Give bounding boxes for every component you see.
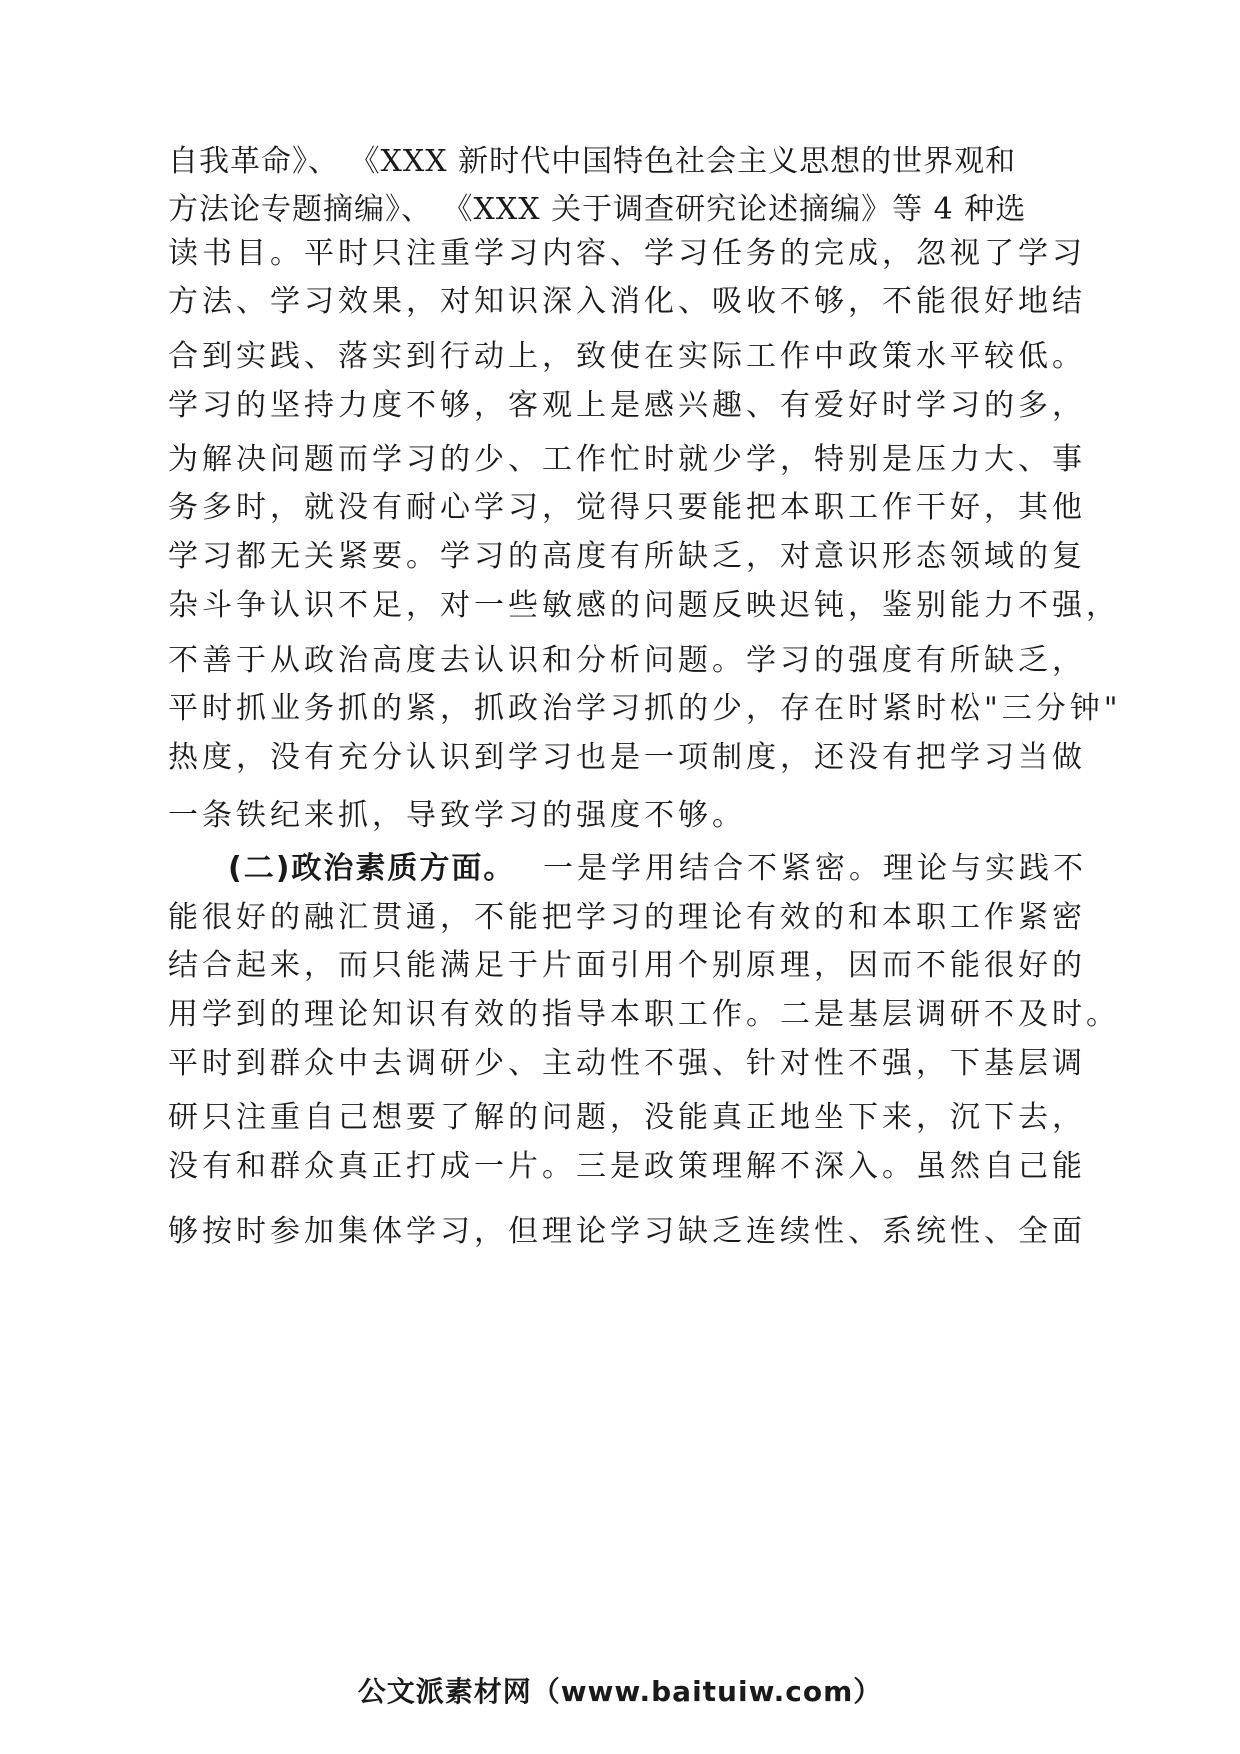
paragraph-line: 热度，没有充分认识到学习也是一项制度，还没有把学习当做 — [168, 740, 1086, 775]
paragraph-line: 平时到群众中去调研少、主动性不强、针对性不强，下基层调 — [168, 1046, 1086, 1081]
paragraph-line: 自我革命》、 《XXX 新时代中国特色社会主义思想的世界观和 — [168, 144, 1017, 179]
section-heading: (二)政治素质方面。 — [228, 851, 516, 886]
paragraph-line: 不善于从政治高度去认识和分析问题。学习的强度有所缺乏， — [168, 643, 1086, 678]
paragraph-line: 用学到的理论知识有效的指导本职工作。二是基层调研不及时。 — [168, 997, 1120, 1032]
paragraph-line: 务多时，就没有耐心学习，觉得只要能把本职工作干好，其他 — [168, 490, 1086, 525]
paragraph-line: 没有和群众真正打成一片。三是政策理解不深入。虽然自己能 — [168, 1149, 1086, 1184]
paragraph-line: 能很好的融汇贯通，不能把学习的理论有效的和本职工作紧密 — [168, 900, 1086, 935]
paragraph-line: 读书目。平时只注重学习内容、学习任务的完成，忽视了学习 — [168, 236, 1086, 271]
paragraph-line: 方法、学习效果，对知识深入消化、吸收不够，不能很好地结 — [168, 284, 1086, 319]
paragraph-line: 一条铁纪来抓，导致学习的强度不够。 — [168, 798, 746, 833]
section-first-line — [228, 849, 1087, 889]
paragraph-line: 合到实践、落实到行动上，致使在实际工作中政策水平较低。 — [168, 339, 1086, 374]
paragraph-line: 平时抓业务抓的紧，抓政治学习抓的少，存在时紧时松"三分钟" — [168, 691, 1122, 726]
paragraph-line: 够按时参加集体学习，但理论学习缺乏连续性、系统性、全面 — [168, 1214, 1086, 1249]
footer-watermark: 公文派素材网（www.baituiw.com） — [357, 1675, 883, 1708]
section-first-line-text: 一是学用结合不紧密。理论与实践不 — [542, 851, 1087, 886]
paragraph-line: 方法论专题摘编》、 《XXX 关于调查研究论述摘编》等 4 种选 — [168, 192, 1027, 227]
paragraph-line: 学习的坚持力度不够，客观上是感兴趣、有爱好时学习的多， — [168, 388, 1086, 423]
paragraph-line: 杂斗争认识不足，对一些敏感的问题反映迟钝，鉴别能力不强， — [168, 588, 1120, 623]
paragraph-line: 结合起来，而只能满足于片面引用个别原理，因而不能很好的 — [168, 948, 1086, 983]
paragraph-line: 为解决问题而学习的少、工作忙时就少学，特别是压力大、事 — [168, 442, 1086, 477]
paragraph-line: 研只注重自己想要了解的问题，没能真正地坐下来，沉下去， — [168, 1100, 1086, 1135]
paragraph-line: 学习都无关紧要。学习的高度有所缺乏，对意识形态领域的复 — [168, 539, 1086, 574]
